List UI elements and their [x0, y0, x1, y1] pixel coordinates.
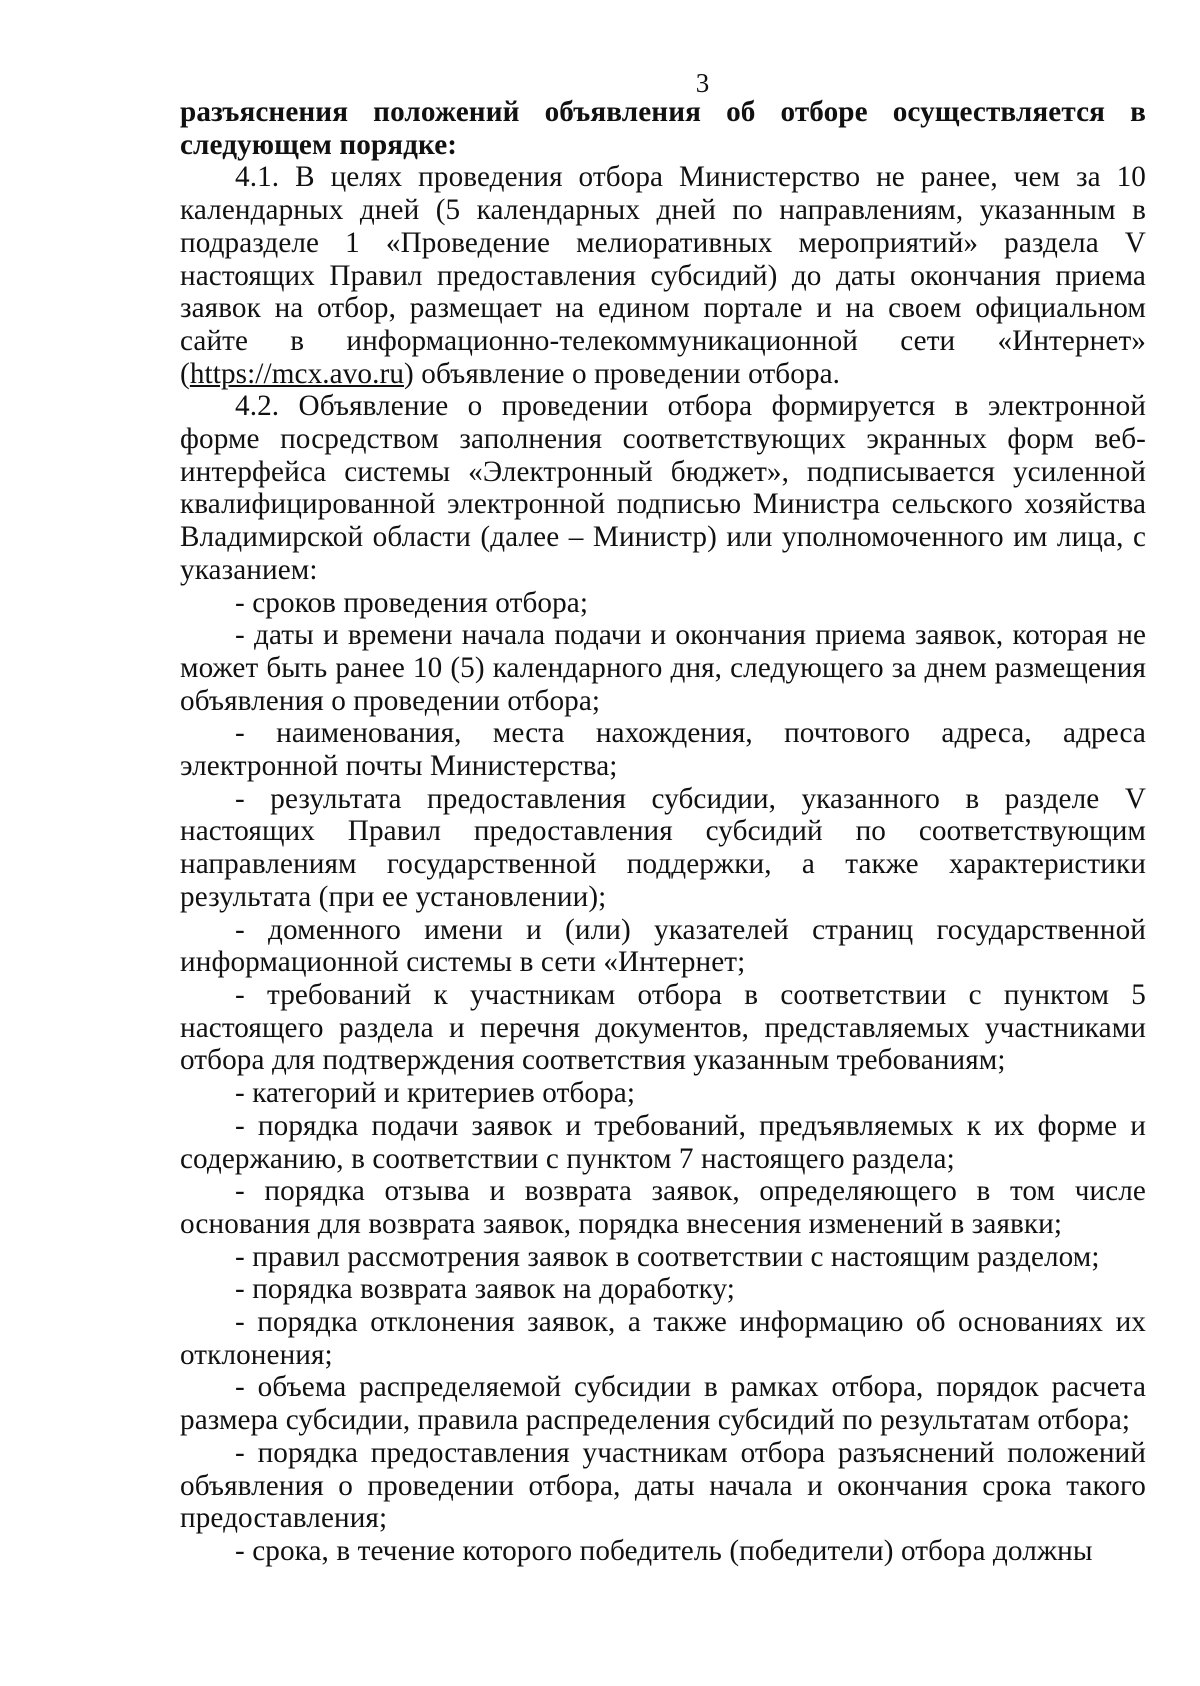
list-item: - даты и времени начала подачи и окончания приема заявок, которая не может быть ранее 10 (5) календарного дня, следующего за днем размещения объявления о проведении отбора; [180, 619, 1146, 717]
list-item: - порядка предоставления участникам отбора разъяснений положений объявления о проведении отбора, даты начала и окончания срока такого предоставления; [180, 1436, 1146, 1535]
list-item: - сроков проведения отбора; [235, 586, 589, 619]
list-item: - доменного имени и (или) указателей страниц государственной информационной системы в сети «Интернет; [180, 913, 1146, 979]
list-item: - наименования, места нахождения, почтового адреса, адреса электронной почты Министерства; [180, 717, 1146, 783]
list-item: - срока, в течение которого победитель (победители) отбора должны [235, 1534, 1093, 1567]
list-item: - результата предоставления субсидии, указанного в разделе V настоящих Правил предоставления субсидий по соответствующим направлениям государственной поддержки, а также характеристики результата (при ее установлении); [180, 782, 1146, 913]
list-item: - порядка отклонения заявок, а также информацию об основаниях их отклонения; [180, 1306, 1146, 1371]
section-heading-continuation: разъяснения положений объявления об отборе осуществляется в следующем порядке: [180, 96, 1146, 161]
clause-4-1-text: 4.1. В целях проведения отбора Министерство не ранее, чем за 10 календарных дней (5 календарных дней по направлениям, указанным в подразделе 1 «Проведение мелиоративных мероприятий» раздела V настоящих Правил предоставления субсидий) до даты окончания приема заявок на отбор, размещает на едином портале и на своем официальном сайте в информационно-телекоммуникационной сети «Интернет» ( [180, 161, 1146, 390]
list-item: - порядка подачи заявок и требований, предъявляемых к их форме и содержанию, в соответствии с пунктом 7 настоящего раздела; [180, 1109, 1146, 1175]
list-item: - требований к участникам отбора в соответствии с пунктом 5 настоящего раздела и перечня документов, представляемых участниками отбора для подтверждения соответствия указанным требованиям; [180, 978, 1146, 1077]
list-item: - правил рассмотрения заявок в соответствии с настоящим разделом; [235, 1240, 1100, 1273]
list-item: - порядка возврата заявок на доработку; [235, 1273, 735, 1306]
clause-4-2: 4.2. Объявление о проведении отбора формируется в электронной форме посредством заполнения соответствующих экранных форм веб-интерфейса системы «Электронный бюджет», подписывается усиленной квалифицированной электронной подписью Министра сельского хозяйства Владимирской области (далее – Министр) или уполномоченного им лица, с указанием: [180, 390, 1146, 586]
ministry-website-link[interactable]: https://mcx.avo.ru [189, 357, 405, 390]
list-item: - категорий и критериев отбора; [235, 1077, 636, 1110]
clause-4-1 [180, 161, 1146, 390]
page-number: 3 [695, 68, 710, 98]
clause-4-1-text-end: ) объявление о проведении отбора. [404, 357, 841, 390]
list-item: - порядка отзыва и возврата заявок, определяющего в том числе основания для возврата заявок, порядка внесения изменений в заявки; [180, 1175, 1146, 1240]
document-body [180, 96, 1146, 1568]
list-item: - объема распределяемой субсидии в рамках отбора, порядок расчета размера субсидии, правила распределения субсидий по результатам отбора; [180, 1371, 1146, 1437]
